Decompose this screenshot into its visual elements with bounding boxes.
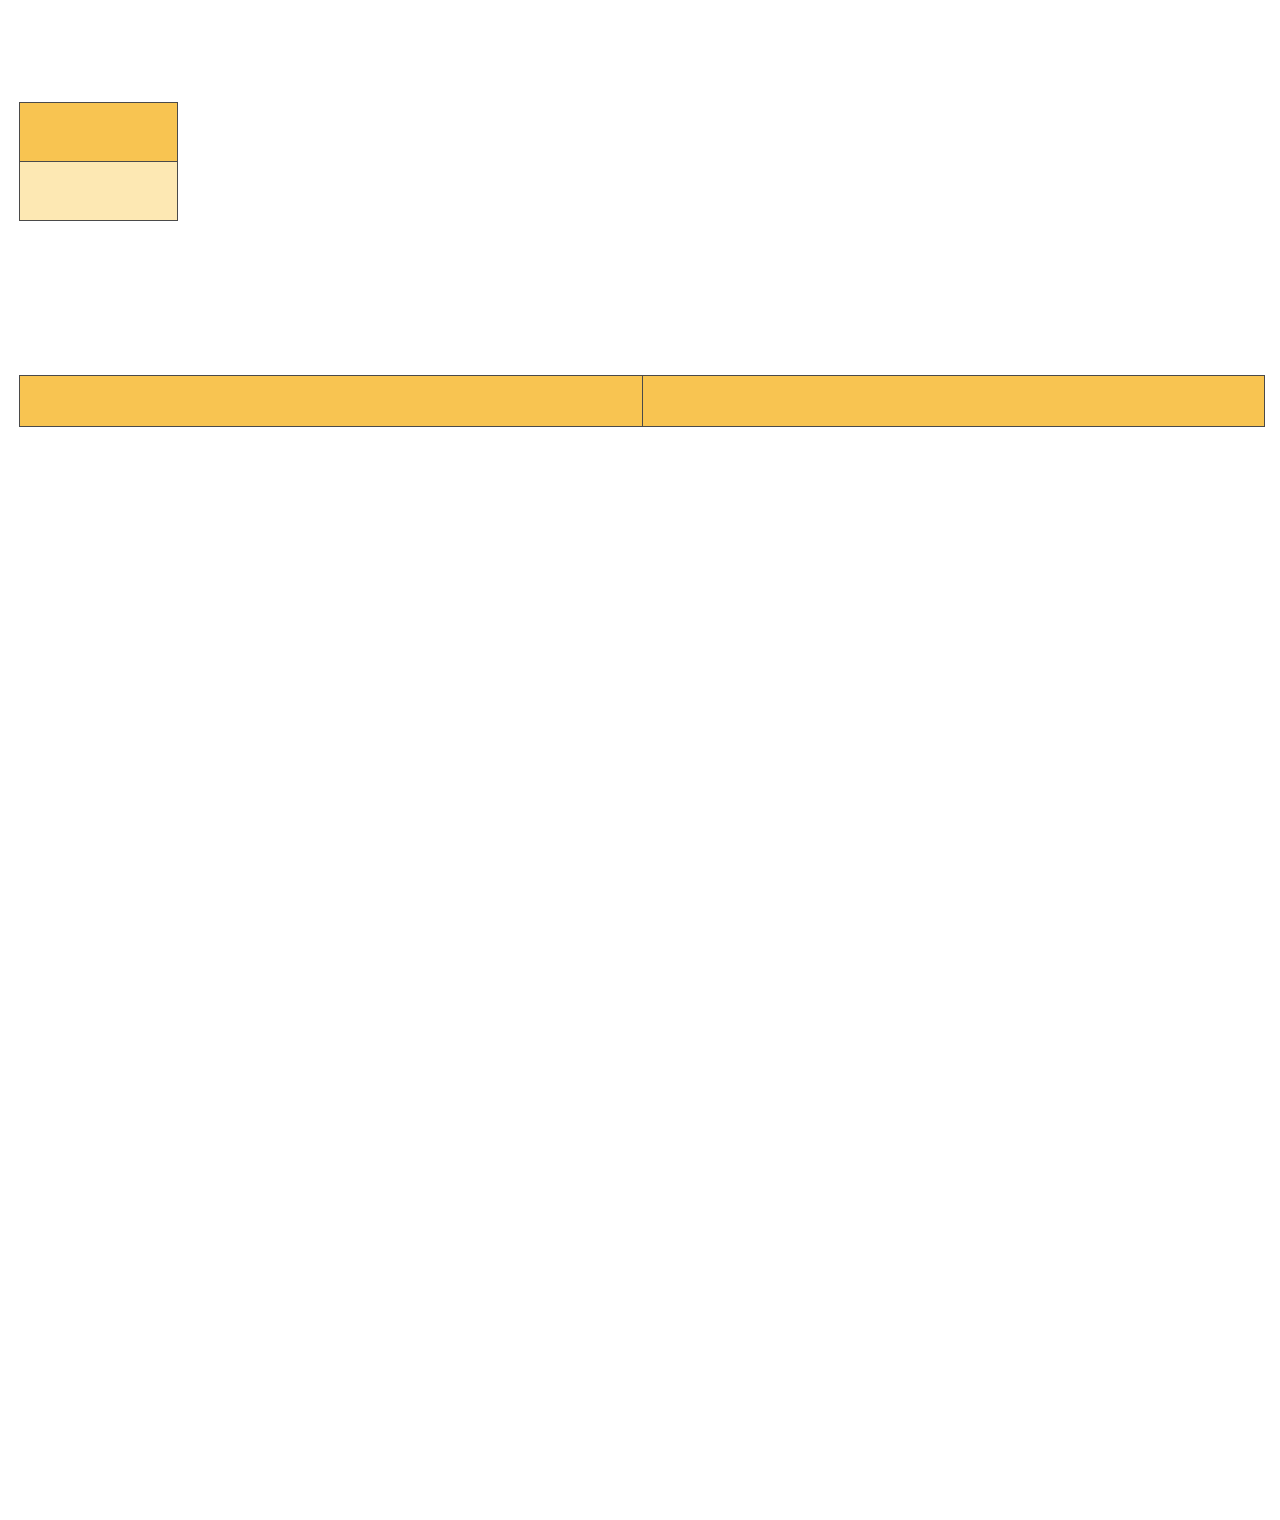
weight-mass-row — [20, 162, 1268, 221]
speed-header — [642, 376, 1265, 427]
ratio-header — [20, 376, 643, 427]
weight-mass-label — [20, 162, 178, 221]
weight-table — [19, 102, 1268, 221]
weight-header-row — [20, 103, 1268, 162]
fr-table — [19, 375, 1265, 427]
weight-type-label — [20, 103, 178, 162]
